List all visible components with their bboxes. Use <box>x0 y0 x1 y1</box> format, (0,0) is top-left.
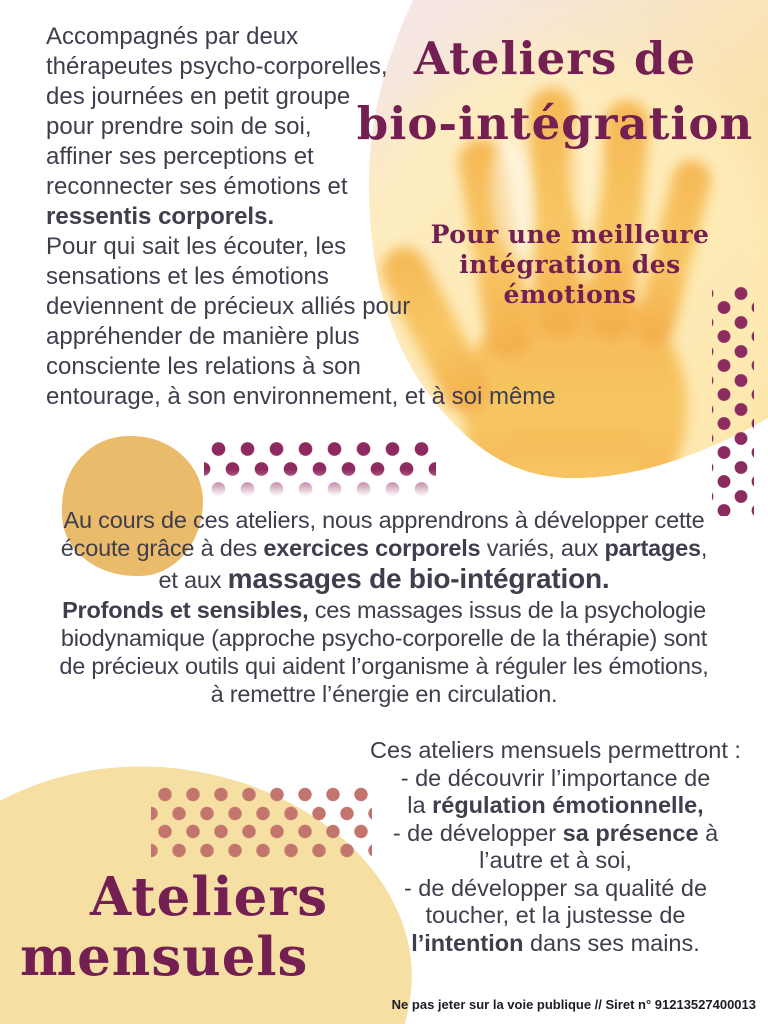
text-line: affiner ses perceptions et <box>46 143 314 170</box>
list-item: - de découvrir l’importance de <box>400 764 711 791</box>
text-line: Au cours de ces ateliers, nous apprendrons à développer cette <box>63 507 705 533</box>
text-line: des journées en petit groupe <box>46 83 351 110</box>
text-line: pour prendre soin de soi, <box>46 113 312 140</box>
dots-pattern-right <box>712 286 754 516</box>
text-segment: - de développer <box>392 819 563 846</box>
list-item: l’autre et à soi, <box>479 847 632 873</box>
text-segment: écoute grâce à des <box>60 535 264 561</box>
subtitle <box>390 220 750 310</box>
text-line <box>0 562 768 596</box>
footer-note: Ne pas jeter sur la voie publique // Siret n° 91213527400013 <box>391 997 756 1012</box>
text-line-bold: ressentis corporels. <box>46 203 275 230</box>
list-item <box>348 820 763 848</box>
text-line: consciente les relations à son <box>46 353 361 380</box>
list-item <box>348 792 763 820</box>
text-line: entourage, à son environnement, et à soi même <box>46 383 556 410</box>
text-segment: , <box>700 535 708 561</box>
text-line: thérapeutes psycho-corporelles, <box>46 53 388 80</box>
bottom-title-line-1: Ateliers <box>90 866 329 928</box>
main-title <box>345 26 765 156</box>
text-segment: ces massages issus de la psychologie <box>308 597 706 623</box>
bottom-title-line-2: mensuels <box>20 926 309 988</box>
text-segment-bold: massages de bio-intégration. <box>227 563 610 594</box>
text-segment: à <box>698 819 719 846</box>
text-segment-bold: exercices corporels <box>263 535 481 561</box>
dots-pattern-middle <box>204 442 436 500</box>
main-title-line-2: bio-intégration <box>356 97 754 150</box>
dots-pattern-bottom-left <box>151 787 372 858</box>
benefits-list <box>348 737 763 957</box>
subtitle-line-1: Pour une meilleure <box>430 220 710 249</box>
text-line <box>0 534 768 562</box>
subtitle-line-2: intégration des émotions <box>459 250 681 309</box>
text-segment: la <box>407 792 433 818</box>
text-line: deviennent de précieux alliés pour <box>46 293 411 320</box>
middle-paragraph <box>0 506 768 708</box>
text-line: à remettre l’énergie en circulation. <box>210 681 558 707</box>
text-line: sensations et les émotions <box>46 263 329 290</box>
list-item: toucher, et la justesse de <box>425 902 686 928</box>
text-line: biodynamique (approche psycho-corporelle de la thérapie) sont <box>60 625 708 651</box>
text-line: Accompagnés par deux <box>46 23 299 50</box>
text-segment: variés, aux <box>480 535 605 561</box>
text-line: appréhender de manière plus <box>46 323 360 350</box>
text-line: reconnecter ses émotions et <box>46 173 348 200</box>
text-segment-bold: sa présence <box>562 819 699 846</box>
text-segment-bold: l’intention <box>411 929 524 956</box>
text-line: Pour qui sait les écouter, les <box>46 233 347 260</box>
list-item <box>348 930 763 958</box>
text-line <box>0 596 768 624</box>
list-item: - de développer sa qualité de <box>403 874 708 901</box>
text-segment: dans ses mains. <box>523 929 700 956</box>
text-line: de précieux outils qui aident l’organisme à réguler les émotions, <box>59 653 709 679</box>
text-segment-bold: partages <box>604 535 701 561</box>
main-title-line-1: Ateliers de <box>413 32 697 85</box>
text-segment-bold: régulation émotionnelle, <box>432 792 704 818</box>
text-segment: et aux <box>158 567 228 593</box>
text-segment-bold: Profonds et sensibles, <box>62 597 309 623</box>
text-line: Ces ateliers mensuels permettront : <box>370 737 741 763</box>
